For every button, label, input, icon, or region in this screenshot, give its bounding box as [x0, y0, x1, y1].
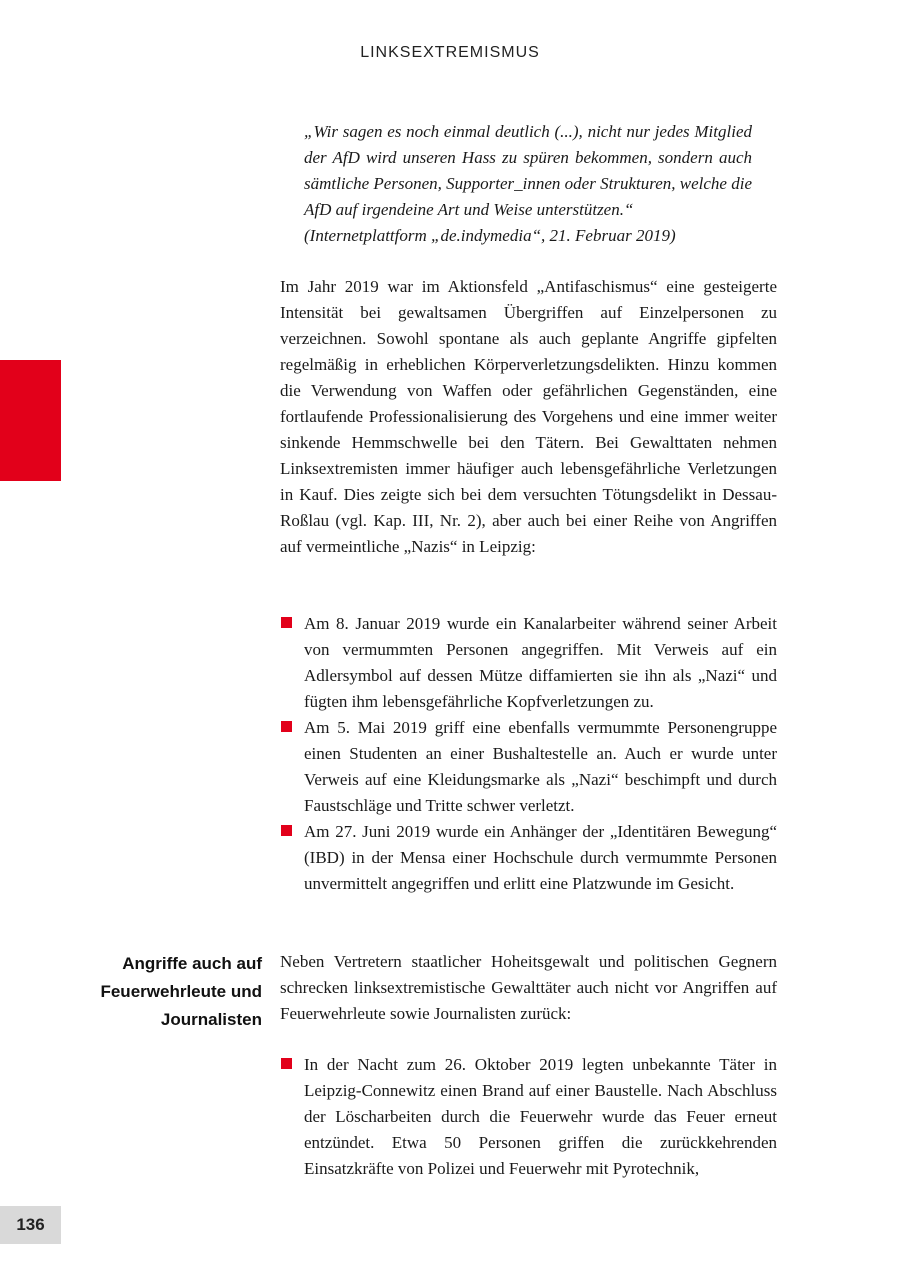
list-item-text: In der Nacht zum 26. Oktober 2019 legten unbekannte Täter in Leipzig-Connewitz einen Brand auf einer Baustelle. Nach Abschluss der Löscharbeiten durch die Feuerwehr wurde das Feuer erneut entzündet. Etwa 50 Personen griffen die zurückkehrenden Einsatzkräfte von Polizei und Feuerwehr mit Pyrotechnik,: [304, 1055, 777, 1178]
red-square-bullet-icon: [281, 1058, 292, 1069]
red-square-bullet-icon: [281, 825, 292, 836]
margin-heading-line: Feuerwehrleute und: [100, 982, 262, 1001]
margin-heading-line: Journalisten: [160, 1010, 262, 1029]
list-item-text: Am 8. Januar 2019 wurde ein Kanalarbeiter während seiner Arbeit von vermummten Personen angegriffen. Mit Verweis auf ein Adlersymbol auf dessen Mütze diffamierten sie ihn als „Nazi“ und fügten ihm lebensgefährliche Kopfverletzungen zu.: [304, 614, 777, 711]
margin-heading-line: Angriffe auch auf: [122, 954, 262, 973]
body-paragraph-1: Im Jahr 2019 war im Aktionsfeld „Antifaschismus“ eine gesteigerte Intensität bei gewaltsamen Übergriffen auf Einzelpersonen zu verzeichnen. Sowohl spontane als auch geplante Angriffe gipfelten regelmäßig in erheblichen Körperverletzungsdelikten. Hinzu kommen die Verwendung von Waffen oder gefährlichen Gegenständen, eine fortlaufende Professionalisierung des Vorgehens und eine immer weiter sinkende Hemmschwelle bei den Tätern. Bei Gewalttaten nehmen Linksextremisten immer häufiger auch lebensgefährliche Verletzungen in Kauf. Dies zeigte sich bei dem versuchten Tötungsdelikt in Dessau-Roßlau (vgl. Kap. III, Nr. 2), aber auch bei einer Reihe von Angriffen auf vermeintliche „Nazis“ in Leipzig:: [280, 277, 777, 556]
list-item: [280, 819, 777, 897]
list-item: [280, 611, 777, 715]
list-item-text: Am 5. Mai 2019 griff eine ebenfalls vermummte Personengruppe einen Studenten an einer Bushaltestelle an. Auch er wurde unter Verweis auf eine Kleidungsmarke als „Nazi“ beschimpft und durch Faustschläge und Tritte schwer verletzt.: [304, 718, 777, 815]
quote-text: „Wir sagen es noch einmal deutlich (...), nicht nur jedes Mitglied der AfD wird unseren Hass zu spüren bekommen, sondern auch sämtliche Personen, Supporter_innen oder Strukturen, welche die AfD auf irgendeine Art und Weise unterstützen.“: [304, 122, 752, 219]
red-square-bullet-icon: [281, 721, 292, 732]
body-paragraph-2: Neben Vertretern staatlicher Hoheitsgewalt und politischen Gegnern schrecken linksextremistische Gewalttäter auch nicht vor Angriffen auf Feuerwehrleute sowie Journalisten zurück:: [280, 952, 777, 1023]
margin-heading: [60, 950, 262, 1034]
page-number: 136: [0, 1206, 61, 1244]
list-item: [280, 715, 777, 819]
running-header: LINKSEXTREMISMUS: [360, 44, 540, 61]
list-item-text: Am 27. Juni 2019 wurde ein Anhänger der „Identitären Bewegung“ (IBD) in der Mensa einer Hochschule durch vermummte Personen unvermittelt angegriffen und erlitt eine Platzwunde im Gesicht.: [304, 822, 777, 893]
incident-list-leipzig: [280, 611, 777, 897]
quote-source: (Internetplattform „de.indymedia“, 21. Februar 2019): [304, 226, 676, 245]
chapter-color-tab: [0, 360, 61, 481]
list-item: [280, 1052, 777, 1182]
block-quote: [304, 119, 752, 249]
red-square-bullet-icon: [281, 617, 292, 628]
incident-list-firefighters: [280, 1052, 777, 1182]
